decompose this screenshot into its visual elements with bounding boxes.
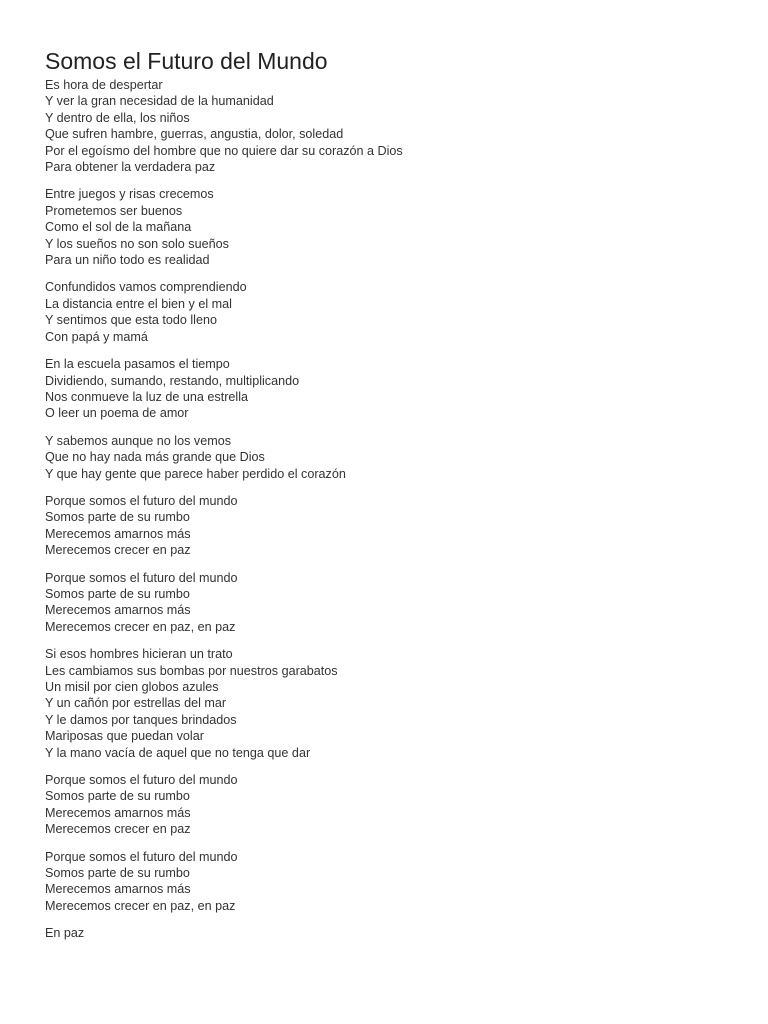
- poem-line: Y le damos por tanques brindados: [45, 712, 237, 727]
- poem-line: Entre juegos y risas crecemos: [45, 187, 214, 202]
- poem-line: Somos parte de su rumbo: [45, 510, 190, 525]
- poem-line: Y los sueños no son solo sueños: [45, 236, 229, 251]
- poem-line: Y dentro de ella, los niños: [45, 110, 190, 125]
- poem-line: Y un cañón por estrellas del mar: [45, 696, 227, 711]
- poem-line: Merecemos amarnos más: [45, 882, 191, 897]
- poem-line: Merecemos amarnos más: [45, 603, 191, 618]
- stanza: [45, 77, 745, 175]
- poem-line: Merecemos amarnos más: [45, 526, 191, 541]
- poem-line: Porque somos el futuro del mundo: [45, 570, 238, 585]
- poem-line: Y sentimos que esta todo lleno: [45, 313, 217, 328]
- poem-line: Por el egoísmo del hombre que no quiere dar su corazón a Dios: [45, 143, 403, 158]
- document-page: [45, 47, 745, 953]
- stanza: [45, 493, 745, 559]
- poem-line: Merecemos crecer en paz, en paz: [45, 619, 236, 634]
- poem-line: Y la mano vacía de aquel que no tenga que dar: [45, 745, 311, 760]
- poem-line: Si esos hombres hicieran un trato: [45, 647, 233, 662]
- poem-line: Les cambiamos sus bombas por nuestros garabatos: [45, 663, 338, 678]
- poem-line: Un misil por cien globos azules: [45, 680, 219, 694]
- poem-line: Como el sol de la mañana: [45, 220, 192, 235]
- stanza: [45, 279, 745, 345]
- poem-line: Que sufren hambre, guerras, angustia, dolor, soledad: [45, 127, 344, 142]
- stanza: [45, 849, 745, 915]
- page-title: Somos el Futuro del Mundo: [45, 48, 328, 74]
- poem-line: Merecemos crecer en paz: [45, 822, 191, 837]
- poem-line: Que no hay nada más grande que Dios: [45, 450, 265, 465]
- poem-line: Somos parte de su rumbo: [45, 789, 190, 804]
- poem-line: Somos parte de su rumbo: [45, 586, 190, 601]
- poem-body: [45, 77, 745, 942]
- poem-line: Merecemos crecer en paz, en paz: [45, 898, 236, 913]
- poem-line: Porque somos el futuro del mundo: [45, 773, 238, 788]
- poem-line: Y que hay gente que parece haber perdido el corazón: [45, 466, 346, 481]
- poem-line: Nos conmueve la luz de una estrella: [45, 389, 249, 404]
- poem-line: Mariposas que puedan volar: [45, 729, 204, 744]
- poem-line: Dividiendo, sumando, restando, multiplicando: [45, 373, 300, 388]
- stanza: [45, 646, 745, 761]
- poem-line: Y sabemos aunque no los vemos: [45, 433, 231, 448]
- poem-line: En la escuela pasamos el tiempo: [45, 357, 230, 372]
- poem-line: Prometemos ser buenos: [45, 203, 183, 218]
- poem-line: Confundidos vamos comprendiendo: [45, 280, 247, 295]
- stanza: [45, 186, 745, 268]
- poem-line: Con papá y mamá: [45, 329, 148, 344]
- poem-line: Merecemos crecer en paz: [45, 543, 191, 558]
- poem-line: Para obtener la verdadera paz: [45, 160, 216, 175]
- poem-line: Y ver la gran necesidad de la humanidad: [45, 94, 274, 109]
- poem-line: O leer un poema de amor: [45, 406, 189, 421]
- poem-line: Porque somos el futuro del mundo: [45, 849, 238, 864]
- stanza: [45, 570, 745, 636]
- stanza: [45, 433, 745, 482]
- poem-line: La distancia entre el bien y el mal: [45, 296, 232, 311]
- poem-line: Merecemos amarnos más: [45, 805, 191, 820]
- poem-line: Somos parte de su rumbo: [45, 866, 190, 881]
- poem-line: Porque somos el futuro del mundo: [45, 493, 238, 508]
- poem-line: En paz: [45, 926, 85, 941]
- stanza: [45, 772, 745, 838]
- poem-line: Para un niño todo es realidad: [45, 253, 210, 268]
- poem-line: Es hora de despertar: [45, 78, 163, 92]
- stanza: [45, 356, 745, 422]
- stanza: [45, 925, 745, 941]
